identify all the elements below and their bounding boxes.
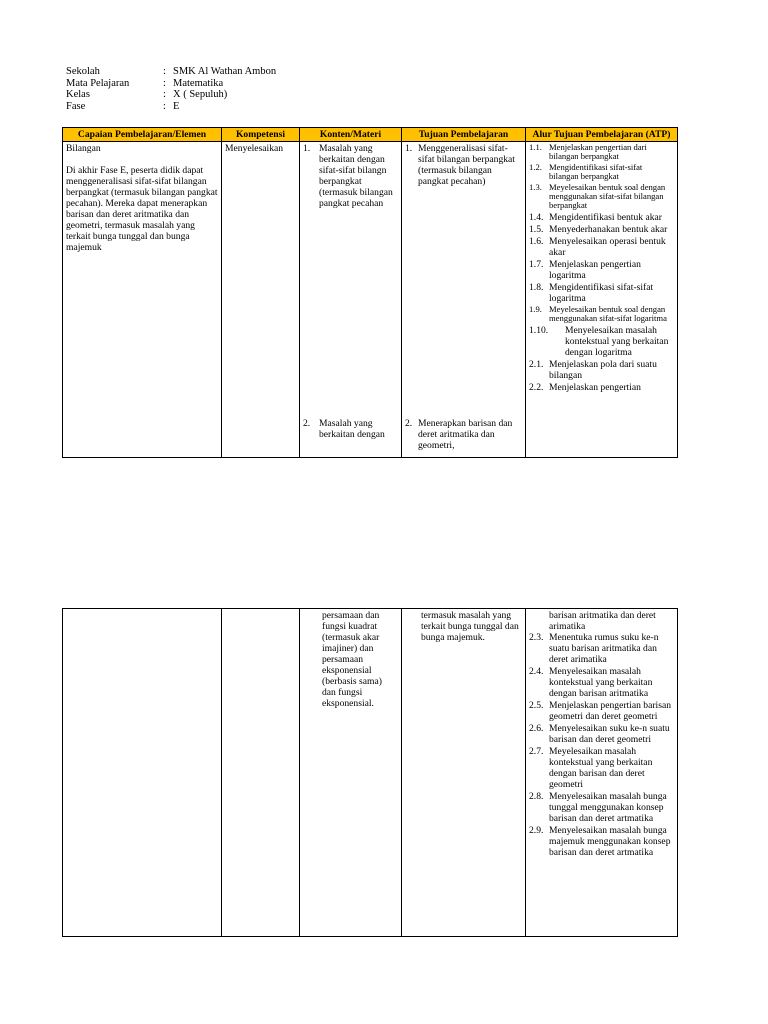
info-colon: : [163, 89, 166, 100]
atp-item-number: 2.3. [529, 632, 544, 643]
document-info [66, 66, 276, 112]
konten-1-text: Masalah yang berkaitan dengan sifat-sifat bilangn berpangkat (termasuk bilangan pangkat pecahan [319, 143, 393, 209]
capaian-cell [63, 142, 222, 458]
info-row [66, 101, 276, 113]
atp-item-text: Menjelaskan pengertian barisan geometri dan deret geometri [549, 700, 672, 722]
atp-item-text: Menyelesaikan suku ke-n suatu barisan dan deret geometri [549, 723, 670, 745]
atp-item [529, 282, 674, 304]
atp-item [529, 382, 674, 393]
info-colon: : [163, 100, 166, 112]
atp-item-number: 1.2. [529, 161, 542, 172]
capaian-body: Di akhir Fase E, peserta didik dapat menggeneralisasi sifat-sifat bilangan berpangkat (termasuk bilangan pangkat pecahan). Mereka dapat menerapkan barisan dan deret aritmatika dan geometri, termasuk masalah yang terkait bunga tunggal dan bunga majemuk [66, 165, 218, 253]
atp-continued: barisan aritmatika dan deret arimatika [549, 610, 656, 632]
atp-item [529, 305, 674, 324]
atp-cell [526, 609, 678, 937]
atp-item-number: 2.1. [529, 358, 544, 370]
atp-item-number: 1.8. [529, 281, 544, 293]
info-value: SMK Al Wathan Ambon [173, 66, 277, 77]
tujuan-continued: termasuk masalah yang terkait bunga tunggal dan bunga majemuk. [421, 610, 519, 643]
atp-item-number: 2.6. [529, 723, 544, 734]
atp-item-number: 1.4. [529, 211, 544, 223]
atp-item-text: Menyelesaikan masalah bunga majemuk menggunakan konsep barisan dan deret artmatika [549, 825, 671, 858]
atp-table-page-2 [62, 608, 678, 937]
table-row [63, 609, 678, 937]
tujuan-cell [402, 142, 526, 458]
atp-item-text: Menyelesaikan masalah kontekstual yang berkaitan dengan logaritma [565, 324, 669, 358]
atp-item-text: Menjelaskan pola dari suatu bilangan [549, 358, 657, 381]
atp-item [529, 723, 674, 745]
atp-item-text: Mengidentifikasi sifat-sifat bilangan berpangkat [549, 161, 643, 182]
info-value: E [173, 100, 180, 112]
info-label: Fase [66, 100, 86, 112]
atp-item [529, 212, 674, 223]
header-kompetensi: Kompetensi [222, 128, 300, 142]
konten-cell [300, 609, 402, 937]
atp-item-text: Meyelesaikan masalah kontekstual yang berkaitan dengan barisan dan deret geometri [549, 746, 653, 790]
info-label: Mata Pelajaran [66, 77, 130, 89]
konten-2-number: 2. [303, 418, 311, 429]
atp-item-number: 2.2. [529, 381, 544, 393]
konten-continued: persamaan dan fungsi kuadrat (termasuk akar imajiner) dan persamaan eksponensial (berbasis sama) dan fungsi eksponensial. [322, 610, 382, 709]
kompetensi-cell [222, 609, 300, 937]
info-label: Kelas [66, 89, 90, 100]
atp-item-number: 2.7. [529, 746, 544, 757]
atp-item [529, 632, 674, 665]
atp-item [529, 825, 674, 858]
table-header-row [63, 128, 678, 142]
info-value: Matematika [173, 77, 224, 89]
atp-item-text: Mengidentifikasi bentuk akar [549, 211, 662, 223]
atp-item [529, 143, 674, 162]
atp-item-text: Menjelaskan pengertian dari bilangan berpangkat [549, 142, 647, 162]
capaian-title: Bilangan [66, 143, 101, 154]
konten-2-text: Masalah yang berkaitan dengan [319, 418, 385, 440]
table-row [63, 142, 678, 458]
atp-item-number: 2.9. [529, 825, 544, 836]
atp-item-number: 1.10. [529, 324, 549, 336]
atp-item [529, 700, 674, 722]
atp-item-text: Menyelesaikan operasi bentuk akar [549, 235, 666, 258]
atp-table-page-1 [62, 127, 678, 458]
atp-item-number: 1.7. [529, 258, 544, 270]
kompetensi-cell: Menyelesaikan [222, 142, 300, 458]
capaian-cell [63, 609, 222, 937]
atp-item-number: 1.6. [529, 235, 544, 247]
atp-item-number: 1.5. [529, 223, 544, 235]
atp-item-text: Menyelesaikan masalah bunga tunggal menggunakan konsep barisan dan deret artmatika [549, 791, 667, 824]
info-value: X ( Sepuluh) [173, 89, 228, 100]
atp-item [529, 259, 674, 281]
atp-item-text: Menyederhanakan bentuk akar [549, 223, 668, 235]
atp-item [529, 666, 674, 699]
info-row [66, 89, 276, 101]
atp-item [529, 746, 674, 790]
atp-cell [526, 142, 678, 458]
tujuan-2-text: Menerapkan barisan dan deret aritmatika dan geometri, [418, 418, 513, 451]
tujuan-1-text: Menggeneralisasi sifat-sifat bilangan berpangkat (termasuk bilangan pangkat pecahan) [418, 143, 515, 187]
atp-item [529, 791, 674, 824]
atp-item-text: Menentuka rumus suku ke-n suatu barisan aritmatika dan deret arimatika [549, 632, 659, 665]
atp-item-text: Menyelesaikan masalah kontekstual yang berkaitan dengan barisan aritmatika [549, 666, 653, 699]
atp-item [529, 183, 674, 211]
atp-item-text: Mengidentifikasi sifat-sifat logaritma [549, 281, 654, 304]
atp-item-number: 2.8. [529, 791, 544, 802]
atp-item [529, 236, 674, 258]
info-colon: : [163, 66, 166, 77]
atp-item-text: Menjelaskan pengertian logaritma [549, 258, 641, 281]
header-capaian: Capaian Pembelajaran/Elemen [63, 128, 222, 142]
atp-item-number: 1.1. [529, 142, 542, 152]
tujuan-1-number: 1. [405, 143, 413, 154]
atp-item-text: Menjelaskan pengertian [549, 381, 641, 393]
atp-item [529, 359, 674, 381]
header-tujuan: Tujuan Pembelajaran [402, 128, 526, 142]
atp-item-number: 1.9. [529, 303, 542, 314]
atp-item [529, 224, 674, 235]
info-label: Sekolah [66, 66, 100, 77]
tujuan-2-number: 2. [405, 418, 413, 429]
konten-cell [300, 142, 402, 458]
atp-item [529, 163, 674, 182]
atp-item-number: 1.3. [529, 181, 542, 192]
header-konten: Konten/Materi [300, 128, 402, 142]
atp-item-number: 2.4. [529, 666, 544, 677]
atp-item-text: Meyelesaikan bentuk soal dengan menggunakan sifat-sifat logaritma [549, 303, 667, 324]
atp-item [529, 325, 674, 358]
konten-1-number: 1. [303, 143, 311, 154]
tujuan-cell [402, 609, 526, 937]
atp-item-text: Meyelesaikan bentuk soal dengan menggunakan sifat-sifat bilangan berpangkat [549, 181, 666, 211]
info-colon: : [163, 77, 166, 89]
header-atp: Alur Tujuan Pembelajaran (ATP) [526, 128, 678, 142]
atp-item-number: 2.5. [529, 700, 544, 711]
info-row [66, 78, 276, 90]
info-row [66, 66, 276, 78]
